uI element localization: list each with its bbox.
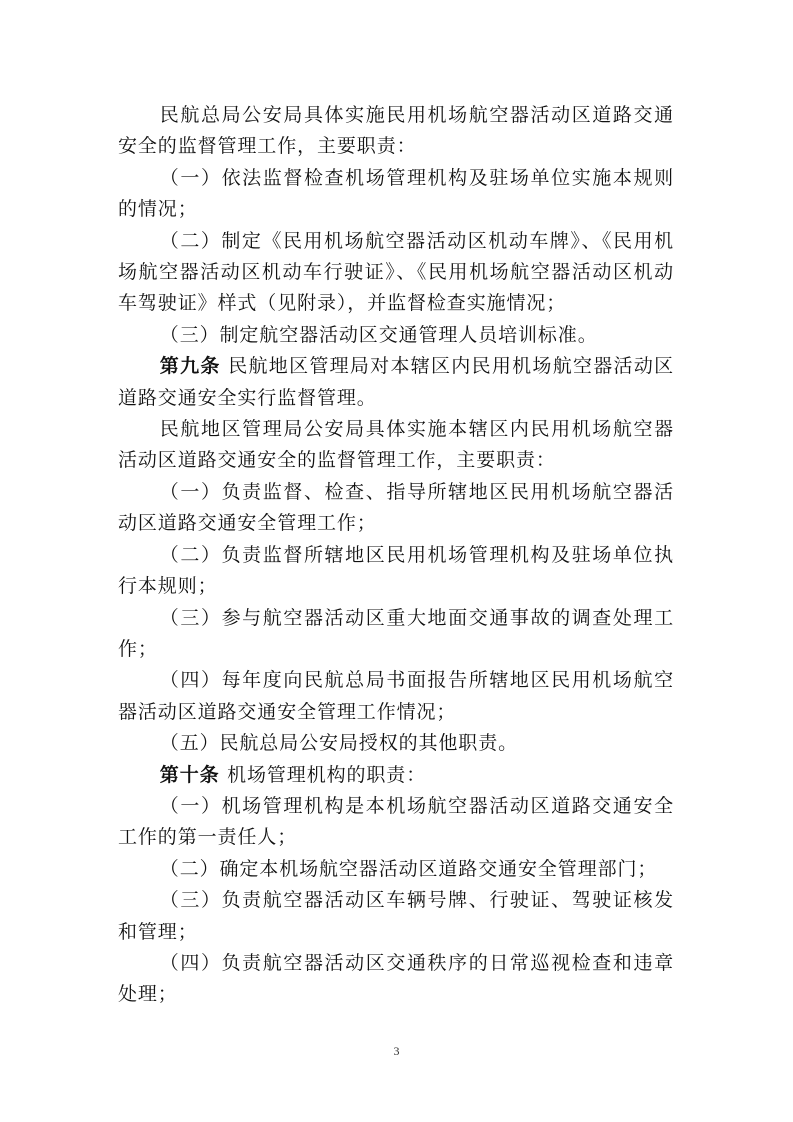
paragraph-6: 民航地区管理局公安局具体实施本辖区内民用机场航空器活动区道路交通安全的监督管理工作，主要职责： <box>118 418 674 472</box>
paragraph-10: （四）每年度向民航总局书面报告所辖地区民用机场航空器活动区道路交通安全管理工作情况； <box>118 669 674 723</box>
paragraph-16: （四）负责航空器活动区交通秩序的日常巡视检查和违章处理； <box>118 951 674 1006</box>
paragraph-15: （三）负责航空器活动区车辆号牌、行驶证、驾驶证核发和管理； <box>118 889 674 943</box>
article-10-paragraph: 第十条 机场管理机构的职责： <box>159 763 427 786</box>
document-body <box>118 100 674 1011</box>
paragraph-1: 民航总局公安局具体实施民用机场航空器活动区道路交通安全的监督管理工作，主要职责： <box>118 104 674 158</box>
article-9-paragraph: 第九条 民航地区管理局对本辖区内民用机场航空器活动区道路交通安全实行监督管理。 <box>118 355 674 409</box>
paragraph-9: （三）参与航空器活动区重大地面交通事故的调查处理工作； <box>118 606 674 660</box>
page-number: 3 <box>393 1044 400 1058</box>
paragraph-13: （一）机场管理机构是本机场航空器活动区道路交通安全工作的第一责任人； <box>118 794 674 849</box>
paragraph-7: （一）负责监督、检查、指导所辖地区民用机场航空器活动区道路交通安全管理工作； <box>118 480 674 535</box>
paragraph-14: （二）确定本机场航空器活动区道路交通安全管理部门； <box>159 857 658 880</box>
paragraph-2: （一）依法监督检查机场管理机构及驻场单位实施本规则的情况； <box>118 166 674 221</box>
article-number: 第十条 <box>159 763 220 786</box>
paragraph-3: （二）制定《民用机场航空器活动区机动车牌》、《民用机场航空器活动区机动车行驶证》、《民用机场航空器活动区机动车驾驶证》样式（见附录），并监督检查实施情况； <box>118 229 674 315</box>
article-number: 第九条 <box>159 355 221 378</box>
paragraph-4: （三）制定航空器活动区交通管理人员培训标准。 <box>159 323 598 346</box>
paragraph-11: （五）民航总局公安局授权的其他职责。 <box>159 732 518 755</box>
paragraph-8: （二）负责监督所辖地区民用机场管理机构及驻场单位执行本规则； <box>118 543 674 598</box>
